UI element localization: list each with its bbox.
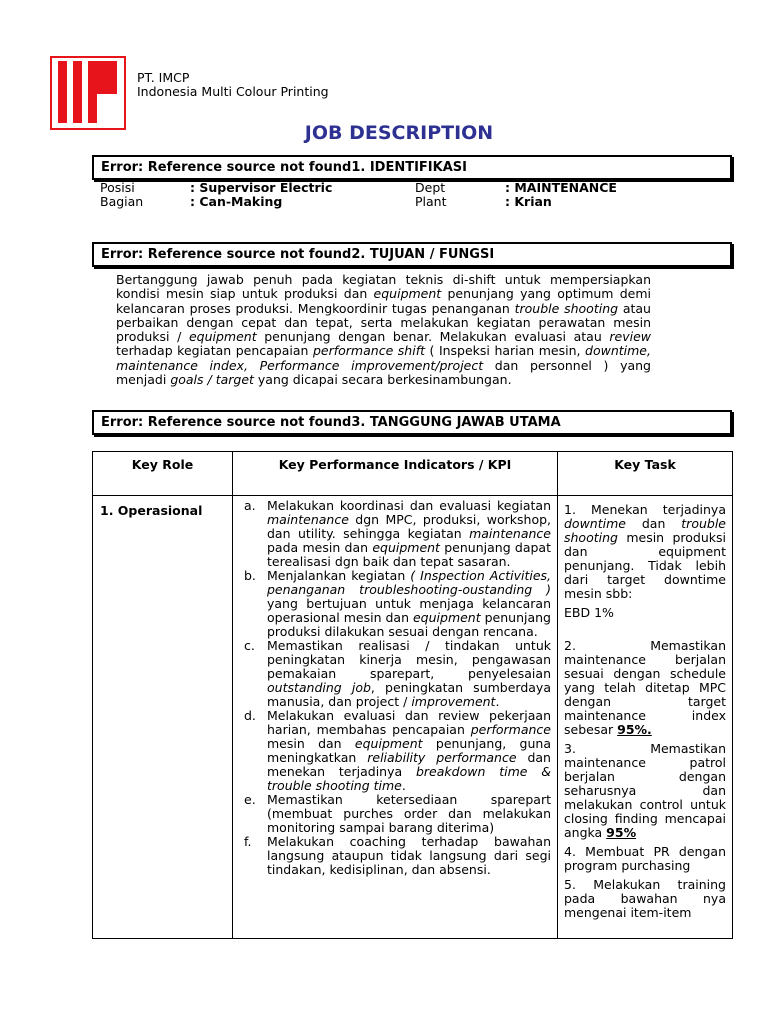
task-item-3: 3. Memastikan maintenance patrol berjalan dengan seharusnya dan melakukan control untuk closing finding mencapai angka 95% — [564, 741, 726, 840]
table-header-row — [93, 452, 733, 496]
kpi-item-f: f. Melakukan coaching terhadap bawahan langsung ataupun tidak langsung dari segi tindakan, kedisiplinan, dan absensi. — [244, 834, 551, 877]
identity-block — [0, 181, 768, 211]
kpi-cell — [233, 496, 558, 939]
key-role-cell: 1. Operasional — [93, 496, 233, 939]
kpi-item-a: a. Melakukan koordinasi dan evaluasi kegiatan maintenance dgn MPC, produksi, workshop, dan utility. sehingga kegiatan maintenance pada mesin dan equipment penunjang dapat terealisasi dgn baik dan tepat sasaran. — [244, 498, 551, 569]
section-tujuan-header: Error: Reference source not found2. TUJUAN / FUNGSI — [92, 242, 732, 267]
plant-value: : Krian — [505, 194, 552, 209]
kpi-item-d: d. Melakukan evaluasi dan review pekerjaan harian, membahas pencapaian performance mesin dan equipment penunjang, guna meningkatkan reliability performance dan menekan terjadinya breakdown time & trouble shooting time. — [244, 708, 552, 793]
col-header-key-task: Key Task — [558, 452, 733, 496]
plant-label: Plant — [415, 194, 447, 209]
col-header-kpi: Key Performance Indicators / KPI — [233, 452, 558, 496]
task-item-4: 4. Membuat PR dengan program purchasing — [564, 844, 726, 873]
task-item-1: 1. Menekan terjadinya downtime dan trouble shooting mesin produksi dan equipment penunjang. Tidak lebih dari target downtime mesin sbb: — [564, 502, 726, 601]
bagian-label: Bagian — [100, 194, 144, 209]
kpi-item-c: c. Memastikan realisasi / tindakan untuk peningkatan kinerja mesin, pengawasan pemakaian sparepart, penyelesaian outstanding job, peningkatan sumberdaya manusia, dan project / improvement. — [244, 638, 551, 709]
dept-label: Dept — [415, 180, 446, 195]
purpose-paragraph: Bertanggung jawab penuh pada kegiatan teknis di-shift untuk mempersiapkan kondisi mesin siap untuk produksi dan equipment penunjang yang optimum demi kelancaran proses produksi. Mengkoordinir tugas penanganan trouble shooting atau perbaikan dengan cepat dan tepat, serta melakukan kegiatan perawatan mesin produksi / equipment penunjang dengan benar. Melakukan evaluasi atau review terhadap kegiatan pencapaian performance shift ( Inspeksi harian mesin, downtime, maintenance index, Performance improvement/project dan personnel ) yang menjadi goals / target yang dicapai secara berkesinambungan. — [116, 272, 651, 388]
table-row — [93, 496, 733, 939]
responsibility-table — [92, 451, 733, 939]
company-info — [137, 71, 329, 99]
task-item-2: 2. Memastikan maintenance berjalan sesuai dengan schedule yang telah ditetap MPC dengan target maintenance index sebesar 95%. — [564, 638, 726, 737]
logo-graphic — [52, 58, 124, 128]
task-item-5: 5. Melakukan training pada bawahan nya mengenai item-item — [564, 877, 726, 920]
company-name: PT. IMCP — [137, 70, 190, 85]
kpi-list — [233, 496, 557, 877]
col-header-key-role: Key Role — [93, 452, 233, 496]
key-task-cell — [558, 496, 733, 939]
company-full-name: Indonesia Multi Colour Printing — [137, 84, 329, 99]
posisi-label: Posisi — [100, 180, 135, 195]
kpi-item-b: b. Menjalankan kegiatan ( Inspection Activities, penanganan troubleshooting-oustanding ) yang bertujuan untuk menjaga kelancaran operasional mesin dan equipment penunjang produksi dilakukan sesuai dengan rencana. — [244, 568, 551, 639]
bagian-value: : Can-Making — [190, 194, 283, 209]
document-title: JOB DESCRIPTION — [304, 122, 494, 144]
dept-value: : MAINTENANCE — [505, 180, 617, 195]
task-ebd: EBD 1% — [564, 605, 614, 620]
section-tanggung-jawab-header: Error: Reference source not found3. TANGGUNG JAWAB UTAMA — [92, 410, 732, 435]
company-logo — [50, 56, 126, 130]
section-identifikasi-header: Error: Reference source not found1. IDENTIFIKASI — [92, 155, 732, 180]
posisi-value: : Supervisor Electric — [190, 180, 333, 195]
kpi-item-e: e. Memastikan ketersediaan sparepart (membuat purches order dan melakukan monitoring sampai barang diterima) — [244, 792, 551, 835]
